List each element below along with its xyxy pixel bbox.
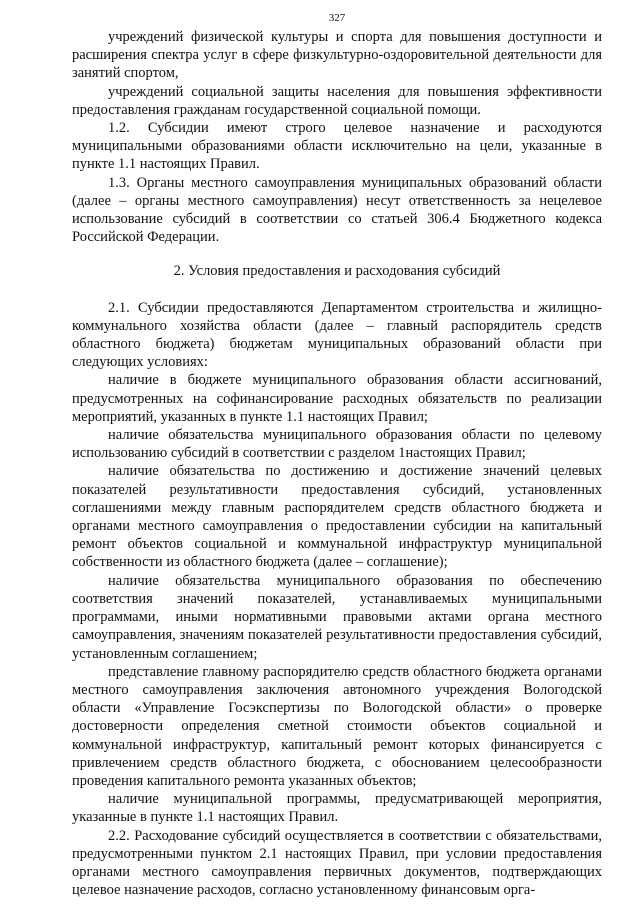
paragraph: представление главному распорядителю средств областного бюджета органами местного самоуправления заключения автономного учреждения Вологодской области «Управление Госэкспертизы по Вологодской области» о проверке достоверности определения сметной стоимости объектов социальной и коммунальной инфраструктур, капитальный ремонт которых финансируется с привлечением средств областного бюджета, с обоснованием целесообразности проведения капитального ремонта указанных объектов; <box>72 663 602 789</box>
paragraph: наличие обязательства муниципального образования по обеспечению соответствия значений показателей, устанавливаемых муниципальными программами, иными нормативными правовыми актами органа местного самоуправления, значениям показателей результативности предоставления субсидий, установленным соглашением; <box>72 572 602 662</box>
paragraph: наличие муниципальной программы, предусматривающей мероприятия, указанные в пункте 1.1 настоящих Правил. <box>72 791 602 826</box>
paragraph: наличие обязательства муниципального образования области по целевому использованию субсидий в соответствии с разделом 1настоящих Правил; <box>72 427 602 462</box>
paragraph: учреждений физической культуры и спорта для повышения доступности и расширения спектра услуг в сфере физкультурно-оздоровительной деятельности для занятий спортом, <box>72 29 602 82</box>
paragraph: 2.2. Расходование субсидий осуществляется в соответствии с обязательствами, предусмотренными пунктом 2.1 настоящих Правил, при условии предоставления органами местного самоуправления первичных документов, подтверждающих целевое назначение расходов, согласно установленному финансовым орга- <box>72 827 602 899</box>
document-body <box>72 28 602 899</box>
paragraph: 2.1. Субсидии предоставляются Департаментом строительства и жилищно-коммунального хозяйства области (далее – главный распорядитель средств областного бюджета) бюджетам муниципальных образований области при следующих условиях: <box>72 299 602 371</box>
paragraph: наличие в бюджете муниципального образования области ассигнований, предусмотренных на софинансирование расходных обязательств по реализации мероприятий, указанных в пункте 1.1 настоящих Правил; <box>72 372 602 425</box>
page-number: 327 <box>328 12 346 24</box>
paragraph: наличие обязательства по достижению и достижение значений целевых показателей результативности предоставления субсидий, установленных соглашениями между главным распорядителем средств областного бюджета и органами местного самоуправления о предоставлении субсидии на капитальный ремонт объектов социальной и коммунальной инфраструктур муниципальной собственности из областного бюджета (далее – соглашение); <box>72 463 602 571</box>
paragraph: 1.3. Органы местного самоуправления муниципальных образований области (далее – органы местного самоуправления) несут ответственность за нецелевое использование субсидий в соответствии со статьей 306.4 Бюджетного кодекса Российской Федерации. <box>72 174 602 246</box>
paragraph: учреждений социальной защиты населения для повышения эффективности предоставления гражданам государственной социальной помощи. <box>72 83 602 118</box>
paragraph: 1.2. Субсидии имеют строго целевое назначение и расходуются муниципальными образованиями области исключительно на цели, указанные в пункте 1.1 настоящих Правил. <box>72 120 602 173</box>
section-heading: 2. Условия предоставления и расходования субсидий <box>173 263 501 280</box>
